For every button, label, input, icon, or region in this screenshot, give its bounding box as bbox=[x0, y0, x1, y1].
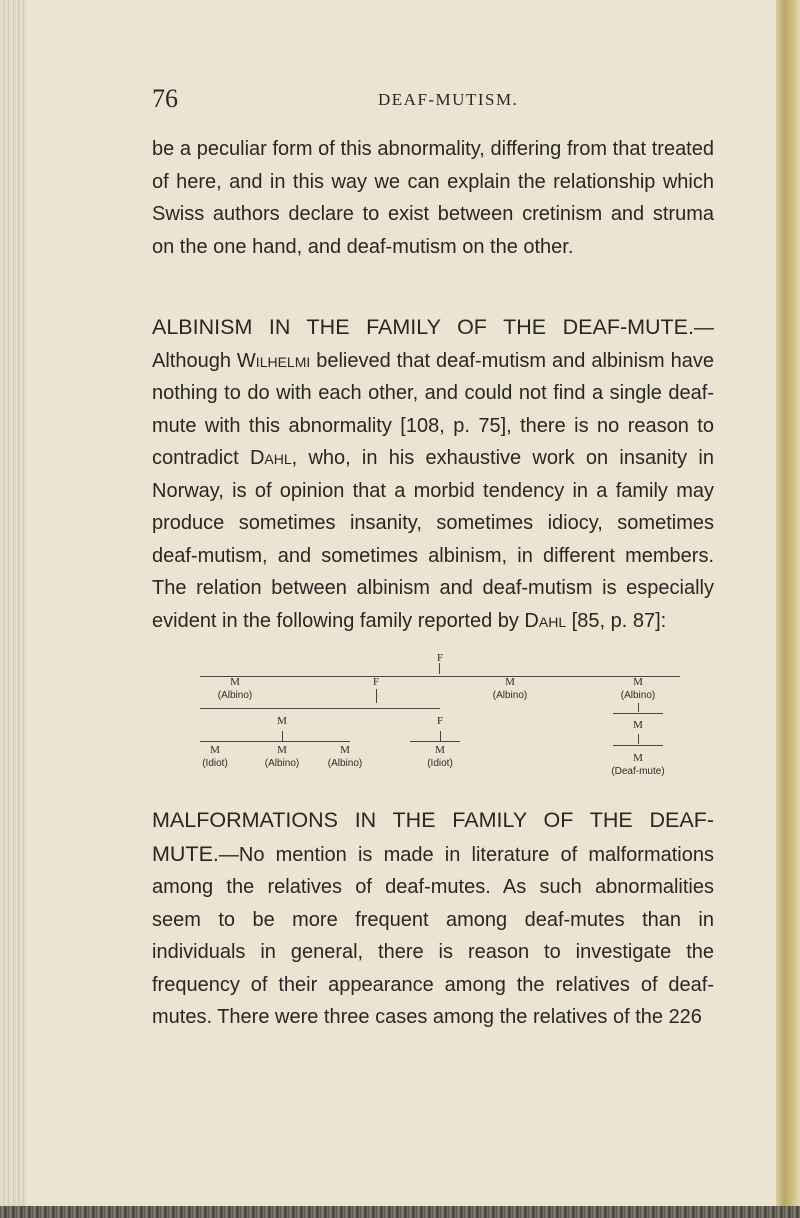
pedigree-sex-label: M bbox=[633, 752, 643, 764]
pedigree-descent-line bbox=[440, 731, 441, 741]
pedigree-node-gen3 bbox=[633, 719, 643, 732]
author-name-dahl: Dahl bbox=[249, 447, 292, 469]
pedigree-sibling-line bbox=[410, 741, 460, 742]
author-name-wilhelmi: Wilhelmi bbox=[236, 349, 311, 372]
paragraph-continuation: be a peculiar form of this abnormality, differing from that treated of here, and in this way we can explain the relationship which Swiss authors declare to exist between cretinism and struma on the one hand, and deaf-mutism on the other. bbox=[152, 138, 714, 258]
pedigree-sex-label: F bbox=[436, 715, 444, 727]
albinism-text-3: , who, in his exhaustive work on insanity in Norway, is of opinion that a morbid tendency in a family may produce sometimes insanity, sometimes idiocy, sometimes deaf-mutism, and sometimes albinism, in different members. The relation between albinism and deaf-mutism is especially evident in the following family reported by bbox=[152, 447, 714, 632]
pedigree-node-gen3 bbox=[277, 715, 287, 728]
malformations-text: —No mention is made in literature of malformations among the relatives of deaf-mutes. As such abnormalities seem to be more frequent among deaf-mutes than in individuals in general, there is reason to investigate the frequency of their appearance among the relatives of deaf-mutes. There were three cases among the relatives of the 226 bbox=[152, 843, 714, 1028]
pedigree-condition-label: (Albino) bbox=[217, 690, 253, 701]
pedigree-condition-label: (Albino) bbox=[492, 690, 528, 701]
pedigree-node-gen4 bbox=[427, 744, 453, 770]
page-bottom-edge bbox=[0, 1206, 800, 1218]
albinism-text-2: believed that deaf-mutism and albinism have nothing to do with each other, and could not find a single deaf-mute with this abnormality [108, p. 75], there is no reason to contradict bbox=[152, 349, 715, 469]
pedigree-sex-label: M bbox=[230, 676, 240, 688]
pedigree-node-gen2 bbox=[493, 676, 527, 702]
pedigree-condition-label: (Albino) bbox=[327, 758, 363, 769]
page-right-edge bbox=[776, 0, 800, 1218]
pedigree-sibling-line bbox=[200, 676, 680, 677]
pedigree-descent-line bbox=[282, 731, 283, 741]
pedigree-sex-label: M bbox=[277, 715, 287, 727]
pedigree-descent-line bbox=[638, 703, 639, 712]
albinism-text-1: —Although bbox=[152, 317, 714, 372]
page-number: 76 bbox=[152, 84, 178, 113]
section-heading-malformations: MALFORMATIONS IN THE FAMILY OF THE DEAF-MUTE. bbox=[152, 808, 714, 866]
pedigree-sex-label: M bbox=[633, 719, 643, 731]
pedigree-sibling-line bbox=[200, 741, 350, 742]
pedigree-node-gen4 bbox=[202, 744, 228, 770]
pedigree-marriage-line bbox=[613, 713, 663, 714]
section-malformations bbox=[152, 804, 714, 1034]
pedigree-marriage-line bbox=[613, 745, 663, 746]
section-heading-albinism: ALBINISM IN THE FAMILY OF THE DEAF-MUTE. bbox=[152, 315, 694, 339]
section-albinism bbox=[152, 311, 714, 637]
pedigree-descent-line bbox=[638, 734, 639, 744]
pedigree-node-gen4 bbox=[265, 744, 299, 770]
pedigree-sex-label: M bbox=[340, 744, 350, 756]
albinism-text-4: [85, p. 87]: bbox=[566, 609, 667, 632]
pedigree-chart bbox=[195, 652, 695, 792]
pedigree-sex-label: M bbox=[277, 744, 287, 756]
pedigree-sex-label: F bbox=[372, 676, 380, 688]
pedigree-condition-label: (Idiot) bbox=[202, 758, 228, 769]
pedigree-condition-label: (Idiot) bbox=[427, 758, 453, 769]
pedigree-sex-label: M bbox=[435, 744, 445, 756]
pedigree-node-gen4 bbox=[611, 752, 664, 778]
pedigree-node-gen2 bbox=[373, 676, 379, 689]
pedigree-sex-label: M bbox=[505, 676, 515, 688]
pedigree-sex-label: F bbox=[436, 652, 444, 664]
running-title: DEAF-MUTISM. bbox=[378, 90, 519, 109]
page-left-edge bbox=[0, 0, 26, 1218]
pedigree-marriage-line bbox=[200, 708, 440, 709]
pedigree-sex-label: M bbox=[210, 744, 220, 756]
pedigree-sex-label: M bbox=[633, 676, 643, 688]
pedigree-condition-label: (Albino) bbox=[620, 690, 656, 701]
pedigree-node-gen2 bbox=[621, 676, 655, 702]
page-header bbox=[152, 84, 712, 118]
pedigree-node-gen2 bbox=[218, 676, 252, 702]
pedigree-condition-label: (Albino) bbox=[264, 758, 300, 769]
pedigree-descent-line bbox=[376, 689, 377, 703]
pedigree-node-root bbox=[437, 652, 443, 665]
pedigree-node-gen3 bbox=[437, 715, 443, 728]
author-name-dahl: Dahl bbox=[524, 609, 567, 632]
pedigree-condition-label: (Deaf-mute) bbox=[611, 766, 665, 777]
pedigree-node-gen4 bbox=[328, 744, 362, 770]
